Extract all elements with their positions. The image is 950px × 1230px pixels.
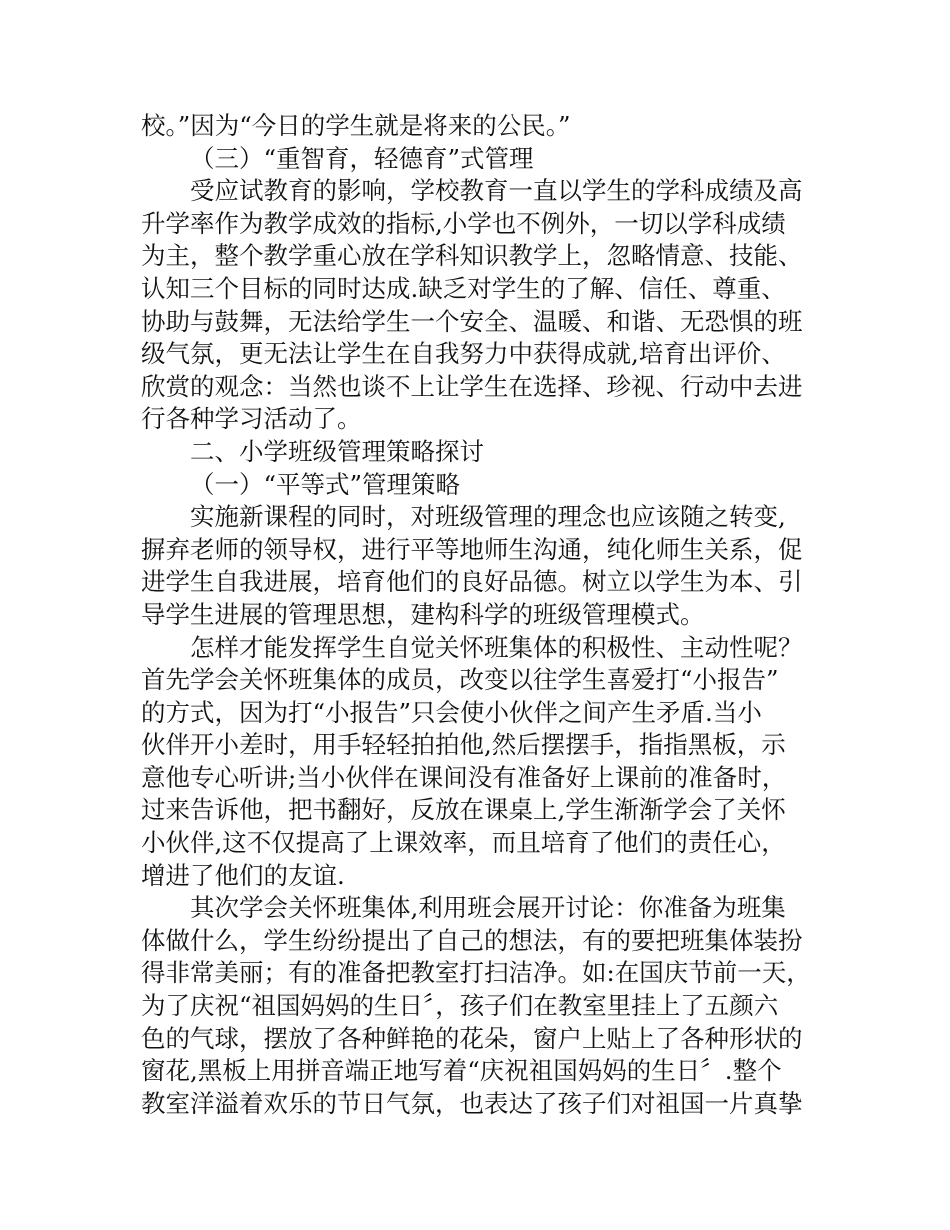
text-line: 协助与鼓舞，无法给学生一个安全、温暖、和谐、无恐惧的班 (141, 306, 803, 336)
text-line: 的方式，因为打“小报告”只会使小伙伴之间产生矛盾.当小 (141, 697, 762, 727)
text-line: 体做什么，学生纷纷提出了自己的想法，有的要把班集体装扮 (141, 925, 803, 955)
text-line: 怎样才能发挥学生自觉关怀班集体的积极性、主动性呢？ (190, 632, 803, 662)
text-line: 实施新课程的同时，对班级管理的理念也应该随之转变, (190, 502, 786, 532)
text-line: 为了庆祝“祖国妈妈的生日〞，孩子们在教室里挂上了五颜六 (141, 991, 779, 1021)
section-heading: （一）“平等式”管理策略 (190, 469, 461, 499)
text-line: 窗花,黑板上用拼音端正地写着“庆祝祖国妈妈的生日〞.整个 (141, 1056, 782, 1086)
text-line: 导学生进展的管理思想，建构科学的班级管理模式。 (141, 599, 705, 629)
text-line: 欣赏的观念：当然也谈不上让学生在选择、珍视、行动中去进 (141, 371, 803, 401)
text-line: 增进了他们的友谊. (141, 860, 345, 890)
text-line: 认知三个目标的同时达成.缺乏对学生的了解、信任、尊重、 (141, 273, 786, 303)
text-line: 为主，整个教学重心放在学科知识教学上，忽略情意、技能、 (141, 241, 803, 271)
text-line: 其次学会关怀班集体,利用班会展开讨论：你准备为班集 (190, 893, 786, 923)
document-page (141, 110, 816, 1120)
section-heading: 二、小学班级管理策略探讨 (190, 436, 484, 466)
text-line: 首先学会关怀班集体的成员，改变以往学生喜爱打“小报告” (141, 665, 779, 695)
text-line: 级气氛，更无法让学生在自我努力中获得成就,培育出评价、 (141, 339, 786, 369)
text-line: 摒弃老师的领导权，进行平等地师生沟通，纯化师生关系，促 (141, 534, 803, 564)
text-line: 教室洋溢着欢乐的节日气氛，也表达了孩子们对祖国一片真挚 (141, 1088, 803, 1118)
text-line: 意他专心听讲;当小伙伴在课间没有准备好上课前的准备时， (141, 762, 787, 792)
text-line: 色的气球，摆放了各种鲜艳的花朵，窗户上贴上了各种形状的 (141, 1023, 803, 1053)
text-line: 升学率作为教学成效的指标,小学也不例外，一切以学科成绩 (141, 208, 786, 238)
text-line: 行各种学习活动了。 (141, 404, 362, 434)
text-line: 校。”因为“今日的学生就是将来的公民。” (141, 111, 571, 140)
text-line: 过来告诉他，把书翻好，反放在课桌上,学生渐渐学会了关怀 (141, 795, 786, 825)
section-heading: （三）“重智育，轻德育”式管理 (190, 143, 534, 173)
text-line: 伙伴开小差时，用手轻轻拍拍他,然后摆摆手，指指黑板，示 (141, 730, 786, 760)
text-line: 进学生自我进展，培育他们的良好品德。树立以学生为本、引 (141, 567, 803, 597)
text-line: 小伙伴,这不仅提高了上课效率，而且培育了他们的责任心， (141, 828, 786, 858)
text-line: 得非常美丽；有的准备把教室打扫洁净。如:在国庆节前一天， (141, 958, 811, 988)
text-line: 受应试教育的影响，学校教育一直以学生的学科成绩及高 (190, 176, 803, 206)
